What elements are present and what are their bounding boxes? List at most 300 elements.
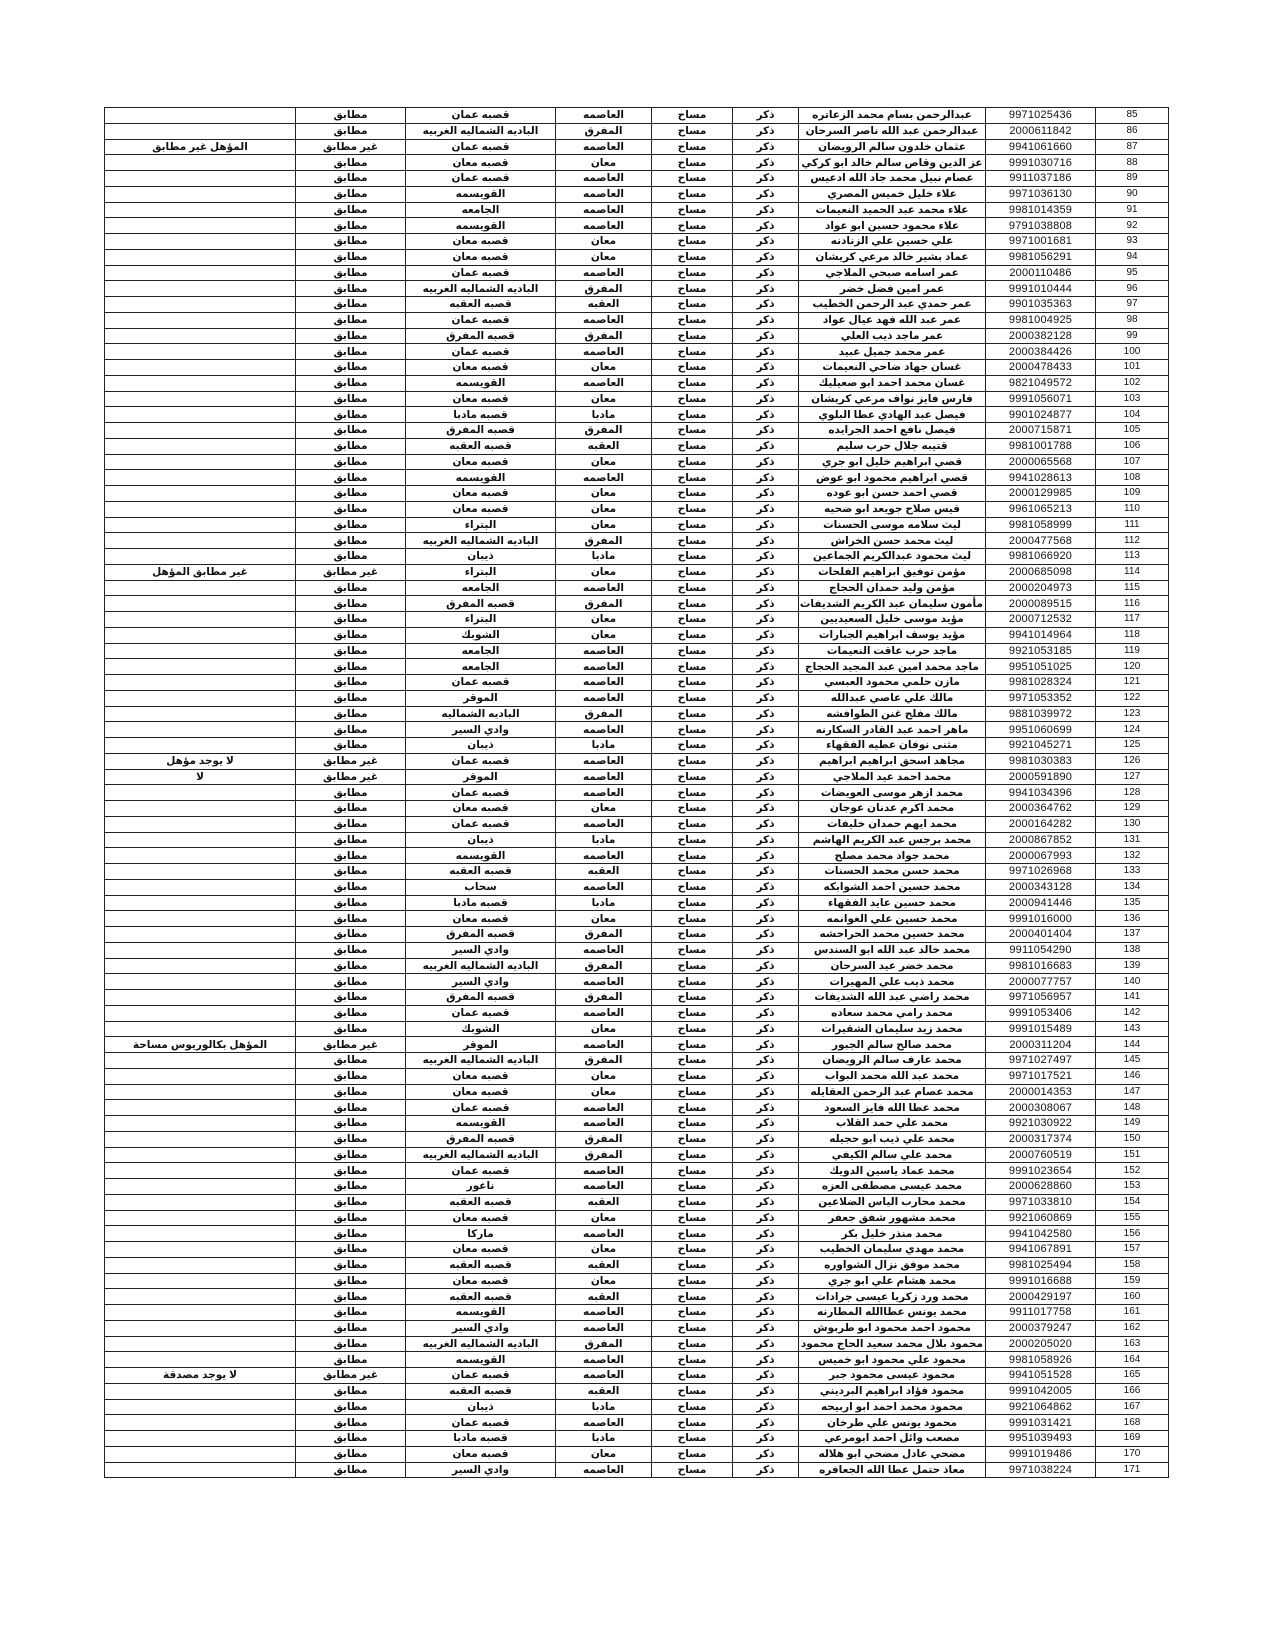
job-title-cell: مساح <box>652 1305 733 1321</box>
gender-cell: ذكر <box>733 706 799 722</box>
governorate-cell: العقبه <box>556 1257 652 1273</box>
match-status-cell: مطابق <box>296 785 406 801</box>
national-id-cell: 2000628860 <box>986 1179 1096 1195</box>
table-row <box>105 202 1169 218</box>
name-cell: محمود علي محمود ابو خميس <box>799 1352 986 1368</box>
gender-cell: ذكر <box>733 864 799 880</box>
job-title-cell: مساح <box>652 879 733 895</box>
match-status-cell: مطابق <box>296 218 406 234</box>
governorate-cell: العاصمه <box>556 1320 652 1336</box>
name-cell: مالك علي عاصي عبدالله <box>799 690 986 706</box>
job-title-cell: مساح <box>652 769 733 785</box>
governorate-cell: المفرق <box>556 1147 652 1163</box>
gender-cell: ذكر <box>733 832 799 848</box>
governorate-cell: المفرق <box>556 123 652 139</box>
sequence-number-cell: 171 <box>1096 1462 1169 1478</box>
match-status-cell: مطابق <box>296 1336 406 1352</box>
name-cell: محمد ذيب علي المهيرات <box>799 974 986 990</box>
table-row <box>105 249 1169 265</box>
match-status-cell: مطابق <box>296 1273 406 1289</box>
name-cell: فيصل نافع احمد الجرايده <box>799 423 986 439</box>
table-row <box>105 1131 1169 1147</box>
sequence-number-cell: 169 <box>1096 1431 1169 1447</box>
gender-cell: ذكر <box>733 1005 799 1021</box>
match-status-cell: مطابق <box>296 123 406 139</box>
sequence-number-cell: 146 <box>1096 1068 1169 1084</box>
name-cell: مثنى نوفان عطيه الفقهاء <box>799 738 986 754</box>
name-cell: محمد رامي محمد سعاده <box>799 1005 986 1021</box>
table-row <box>105 1431 1169 1447</box>
governorate-cell: العقبه <box>556 1289 652 1305</box>
table-row <box>105 1210 1169 1226</box>
gender-cell: ذكر <box>733 1336 799 1352</box>
notes-cell <box>105 879 296 895</box>
gender-cell: ذكر <box>733 564 799 580</box>
notes-cell <box>105 1068 296 1084</box>
name-cell: محمد يونس عطاالله المطارنه <box>799 1305 986 1321</box>
governorate-cell: العاصمه <box>556 1116 652 1132</box>
match-status-cell: مطابق <box>296 1131 406 1147</box>
national-id-cell: 9991019486 <box>986 1446 1096 1462</box>
notes-cell <box>105 517 296 533</box>
match-status-cell: مطابق <box>296 659 406 675</box>
area-cell: وادي السير <box>406 942 556 958</box>
table-row <box>105 1084 1169 1100</box>
job-title-cell: مساح <box>652 517 733 533</box>
gender-cell: ذكر <box>733 1289 799 1305</box>
area-cell: الباديه الشماليه الغربيه <box>406 1053 556 1069</box>
sequence-number-cell: 148 <box>1096 1100 1169 1116</box>
gender-cell: ذكر <box>733 171 799 187</box>
gender-cell: ذكر <box>733 155 799 171</box>
area-cell: قصبه مادبا <box>406 407 556 423</box>
job-title-cell: مساح <box>652 832 733 848</box>
governorate-cell: العاصمه <box>556 1100 652 1116</box>
notes-cell <box>105 612 296 628</box>
area-cell: قصبه عمان <box>406 1368 556 1384</box>
area-cell: قصبه مادبا <box>406 1431 556 1447</box>
gender-cell: ذكر <box>733 1462 799 1478</box>
national-id-cell: 9941028613 <box>986 470 1096 486</box>
match-status-cell: مطابق <box>296 895 406 911</box>
area-cell: قصبه معان <box>406 1273 556 1289</box>
gender-cell: ذكر <box>733 1273 799 1289</box>
notes-cell <box>105 1446 296 1462</box>
match-status-cell: مطابق <box>296 1068 406 1084</box>
job-title-cell: مساح <box>652 1273 733 1289</box>
sequence-number-cell: 162 <box>1096 1320 1169 1336</box>
sequence-number-cell: 153 <box>1096 1179 1169 1195</box>
sequence-number-cell: 94 <box>1096 249 1169 265</box>
sequence-number-cell: 138 <box>1096 942 1169 958</box>
job-title-cell: مساح <box>652 360 733 376</box>
gender-cell: ذكر <box>733 407 799 423</box>
sequence-number-cell: 137 <box>1096 927 1169 943</box>
table-row <box>105 281 1169 297</box>
job-title-cell: مساح <box>652 675 733 691</box>
notes-cell: لا يوجد مصدقة <box>105 1368 296 1384</box>
governorate-cell: المفرق <box>556 533 652 549</box>
notes-cell <box>105 1257 296 1273</box>
job-title-cell: مساح <box>652 1446 733 1462</box>
area-cell: ذيبان <box>406 549 556 565</box>
name-cell: فارس فايز نواف مرعي كريشان <box>799 391 986 407</box>
sequence-number-cell: 99 <box>1096 328 1169 344</box>
national-id-cell: 9991010444 <box>986 281 1096 297</box>
sequence-number-cell: 122 <box>1096 690 1169 706</box>
match-status-cell: مطابق <box>296 517 406 533</box>
job-title-cell: مساح <box>652 942 733 958</box>
sequence-number-cell: 85 <box>1096 108 1169 124</box>
gender-cell: ذكر <box>733 958 799 974</box>
governorate-cell: العاصمه <box>556 1226 652 1242</box>
governorate-cell: العاصمه <box>556 974 652 990</box>
notes-cell <box>105 706 296 722</box>
national-id-cell: 9981016683 <box>986 958 1096 974</box>
national-id-cell: 9971038224 <box>986 1462 1096 1478</box>
name-cell: مازن حلمي محمود العبسي <box>799 675 986 691</box>
notes-cell <box>105 218 296 234</box>
table-row <box>105 1116 1169 1132</box>
table-row <box>105 533 1169 549</box>
national-id-cell: 9941067891 <box>986 1242 1096 1258</box>
table-row <box>105 1163 1169 1179</box>
sequence-number-cell: 110 <box>1096 501 1169 517</box>
table-row <box>105 1399 1169 1415</box>
notes-cell <box>105 1242 296 1258</box>
table-row <box>105 1147 1169 1163</box>
governorate-cell: المفرق <box>556 958 652 974</box>
notes-cell <box>105 549 296 565</box>
name-cell: ليث سلامه موسى الحسنات <box>799 517 986 533</box>
match-status-cell: مطابق <box>296 864 406 880</box>
gender-cell: ذكر <box>733 722 799 738</box>
gender-cell: ذكر <box>733 801 799 817</box>
gender-cell: ذكر <box>733 517 799 533</box>
name-cell: محمد صالح سالم الجبور <box>799 1037 986 1053</box>
notes-cell <box>105 407 296 423</box>
gender-cell: ذكر <box>733 1415 799 1431</box>
match-status-cell: مطابق <box>296 1163 406 1179</box>
match-status-cell: مطابق <box>296 1021 406 1037</box>
sequence-number-cell: 141 <box>1096 990 1169 1006</box>
national-id-cell: 9901035363 <box>986 297 1096 313</box>
national-id-cell: 9961065213 <box>986 501 1096 517</box>
gender-cell: ذكر <box>733 990 799 1006</box>
national-id-cell: 2000867852 <box>986 832 1096 848</box>
name-cell: عمر ماجد ذيب العلي <box>799 328 986 344</box>
national-id-cell: 2000478433 <box>986 360 1096 376</box>
area-cell: قصبه معان <box>406 1068 556 1084</box>
job-title-cell: مساح <box>652 801 733 817</box>
area-cell: القويسمه <box>406 375 556 391</box>
name-cell: فيصل عبد الهادي عطا البلوي <box>799 407 986 423</box>
national-id-cell: 9941042580 <box>986 1226 1096 1242</box>
gender-cell: ذكر <box>733 533 799 549</box>
national-id-cell: 9941034396 <box>986 785 1096 801</box>
notes-cell: لا يوجد مؤهل <box>105 753 296 769</box>
job-title-cell: مساح <box>652 895 733 911</box>
table-row <box>105 612 1169 628</box>
governorate-cell: العاصمه <box>556 785 652 801</box>
sequence-number-cell: 131 <box>1096 832 1169 848</box>
job-title-cell: مساح <box>652 1037 733 1053</box>
sequence-number-cell: 168 <box>1096 1415 1169 1431</box>
national-id-cell: 9991015489 <box>986 1021 1096 1037</box>
job-title-cell: مساح <box>652 738 733 754</box>
name-cell: محمود فؤاد ابراهيم البرديني <box>799 1383 986 1399</box>
area-cell: الشوبك <box>406 1021 556 1037</box>
table-row <box>105 879 1169 895</box>
gender-cell: ذكر <box>733 281 799 297</box>
governorate-cell: معان <box>556 1210 652 1226</box>
notes-cell <box>105 1116 296 1132</box>
job-title-cell: مساح <box>652 643 733 659</box>
table-row <box>105 1368 1169 1384</box>
job-title-cell: مساح <box>652 454 733 470</box>
match-status-cell: مطابق <box>296 801 406 817</box>
table-row <box>105 942 1169 958</box>
match-status-cell: مطابق <box>296 186 406 202</box>
notes-cell <box>105 911 296 927</box>
job-title-cell: مساح <box>652 848 733 864</box>
notes-cell <box>105 297 296 313</box>
governorate-cell: معان <box>556 612 652 628</box>
table-row <box>105 1320 1169 1336</box>
gender-cell: ذكر <box>733 391 799 407</box>
name-cell: عمر امين فضل خضر <box>799 281 986 297</box>
name-cell: قتيبه جلال حرب سليم <box>799 438 986 454</box>
match-status-cell: مطابق <box>296 549 406 565</box>
match-status-cell: مطابق <box>296 627 406 643</box>
name-cell: محمد حسين احمد الشوابكه <box>799 879 986 895</box>
table-row <box>105 1462 1169 1478</box>
name-cell: محمد عيسى مصطفى العزه <box>799 1179 986 1195</box>
gender-cell: ذكر <box>733 202 799 218</box>
job-title-cell: مساح <box>652 785 733 801</box>
table-row <box>105 171 1169 187</box>
job-title-cell: مساح <box>652 501 733 517</box>
name-cell: عبدالرحمن عبد الله ناصر السرحان <box>799 123 986 139</box>
national-id-cell: 9991031421 <box>986 1415 1096 1431</box>
notes-cell <box>105 816 296 832</box>
name-cell: محمد حسن محمد الحسنات <box>799 864 986 880</box>
national-id-cell: 9951051025 <box>986 659 1096 675</box>
job-title-cell: مساح <box>652 234 733 250</box>
name-cell: قصي ابراهيم خليل ابو جري <box>799 454 986 470</box>
gender-cell: ذكر <box>733 769 799 785</box>
governorate-cell: معان <box>556 517 652 533</box>
job-title-cell: مساح <box>652 927 733 943</box>
notes-cell <box>105 738 296 754</box>
match-status-cell: مطابق <box>296 360 406 376</box>
notes-cell <box>105 454 296 470</box>
area-cell: البتراء <box>406 612 556 628</box>
governorate-cell: مادبا <box>556 1399 652 1415</box>
national-id-cell: 2000760519 <box>986 1147 1096 1163</box>
gender-cell: ذكر <box>733 690 799 706</box>
table-row <box>105 423 1169 439</box>
area-cell: قصبه عمان <box>406 1415 556 1431</box>
notes-cell <box>105 1163 296 1179</box>
area-cell: قصبه عمان <box>406 1005 556 1021</box>
area-cell: قصبه عمان <box>406 675 556 691</box>
notes-cell <box>105 864 296 880</box>
governorate-cell: العقبه <box>556 438 652 454</box>
name-cell: معاذ حتمل عطا الله الجعافره <box>799 1462 986 1478</box>
match-status-cell: مطابق <box>296 990 406 1006</box>
match-status-cell: مطابق <box>296 171 406 187</box>
notes-cell <box>105 470 296 486</box>
area-cell: قصبه معان <box>406 249 556 265</box>
area-cell: قصبه معان <box>406 1084 556 1100</box>
national-id-cell: 2000089515 <box>986 596 1096 612</box>
area-cell: القويسمه <box>406 186 556 202</box>
sequence-number-cell: 103 <box>1096 391 1169 407</box>
table-row <box>105 690 1169 706</box>
national-id-cell: 9921053185 <box>986 643 1096 659</box>
job-title-cell: مساح <box>652 753 733 769</box>
area-cell: القويسمه <box>406 470 556 486</box>
governorate-cell: العاصمه <box>556 108 652 124</box>
governorate-cell: العاصمه <box>556 186 652 202</box>
notes-cell <box>105 171 296 187</box>
gender-cell: ذكر <box>733 942 799 958</box>
governorate-cell: معان <box>556 1021 652 1037</box>
match-status-cell: مطابق <box>296 265 406 281</box>
area-cell: قصبه العقبه <box>406 1194 556 1210</box>
national-id-cell: 2000364762 <box>986 801 1096 817</box>
sequence-number-cell: 163 <box>1096 1336 1169 1352</box>
area-cell: قصبه عمان <box>406 1163 556 1179</box>
national-id-cell: 2000110486 <box>986 265 1096 281</box>
gender-cell: ذكر <box>733 879 799 895</box>
match-status-cell: غير مطابق <box>296 753 406 769</box>
job-title-cell: مساح <box>652 470 733 486</box>
match-status-cell: مطابق <box>296 1226 406 1242</box>
governorate-cell: العقبه <box>556 297 652 313</box>
governorate-cell: المفرق <box>556 596 652 612</box>
name-cell: عبدالرحمن بسام محمد الزعاتره <box>799 108 986 124</box>
name-cell: مؤمن وليد حمدان الحجاج <box>799 580 986 596</box>
gender-cell: ذكر <box>733 1131 799 1147</box>
notes-cell <box>105 1005 296 1021</box>
governorate-cell: العاصمه <box>556 942 652 958</box>
match-status-cell: مطابق <box>296 1116 406 1132</box>
table-row <box>105 1242 1169 1258</box>
table-row <box>105 1289 1169 1305</box>
national-id-cell: 9971053352 <box>986 690 1096 706</box>
gender-cell: ذكر <box>733 1368 799 1384</box>
governorate-cell: العاصمه <box>556 202 652 218</box>
area-cell: قصبه العقبه <box>406 864 556 880</box>
area-cell: قصبه معان <box>406 234 556 250</box>
name-cell: محمود محمد احمد ابو اربيحه <box>799 1399 986 1415</box>
name-cell: مأمون سليمان عبد الكريم الشديفات <box>799 596 986 612</box>
sequence-number-cell: 125 <box>1096 738 1169 754</box>
notes-cell <box>105 486 296 502</box>
sequence-number-cell: 102 <box>1096 375 1169 391</box>
notes-cell <box>105 1226 296 1242</box>
match-status-cell: مطابق <box>296 470 406 486</box>
match-status-cell: مطابق <box>296 974 406 990</box>
notes-cell <box>105 832 296 848</box>
gender-cell: ذكر <box>733 234 799 250</box>
match-status-cell: مطابق <box>296 1352 406 1368</box>
sequence-number-cell: 132 <box>1096 848 1169 864</box>
sequence-number-cell: 155 <box>1096 1210 1169 1226</box>
name-cell: محمد مشهور شفق جعفر <box>799 1210 986 1226</box>
sequence-number-cell: 91 <box>1096 202 1169 218</box>
sequence-number-cell: 93 <box>1096 234 1169 250</box>
governorate-cell: العاصمه <box>556 1368 652 1384</box>
gender-cell: ذكر <box>733 627 799 643</box>
table-row <box>105 596 1169 612</box>
job-title-cell: مساح <box>652 1116 733 1132</box>
table-row <box>105 438 1169 454</box>
table-row <box>105 627 1169 643</box>
job-title-cell: مساح <box>652 297 733 313</box>
area-cell: قصبه معان <box>406 360 556 376</box>
notes-cell <box>105 344 296 360</box>
area-cell: الموقر <box>406 690 556 706</box>
name-cell: عثمان خلدون سالم الرويضان <box>799 139 986 155</box>
applicants-table <box>104 107 1169 1478</box>
area-cell: الباديه الشماليه الغربيه <box>406 1147 556 1163</box>
sequence-number-cell: 152 <box>1096 1163 1169 1179</box>
table-row <box>105 186 1169 202</box>
governorate-cell: معان <box>556 564 652 580</box>
notes-cell <box>105 974 296 990</box>
table-row <box>105 801 1169 817</box>
notes-cell <box>105 155 296 171</box>
match-status-cell: مطابق <box>296 454 406 470</box>
job-title-cell: مساح <box>652 1131 733 1147</box>
match-status-cell: مطابق <box>296 596 406 612</box>
notes-cell <box>105 438 296 454</box>
name-cell: عصام نبيل محمد جاد الله ادعيس <box>799 171 986 187</box>
match-status-cell: مطابق <box>296 675 406 691</box>
name-cell: محمد ايهم حمدان خليفات <box>799 816 986 832</box>
national-id-cell: 2000311204 <box>986 1037 1096 1053</box>
name-cell: ماهر احمد عبد القادر السكارنه <box>799 722 986 738</box>
gender-cell: ذكر <box>733 486 799 502</box>
gender-cell: ذكر <box>733 753 799 769</box>
sequence-number-cell: 165 <box>1096 1368 1169 1384</box>
notes-cell <box>105 1352 296 1368</box>
national-id-cell: 2000379247 <box>986 1320 1096 1336</box>
area-cell: الجامعه <box>406 202 556 218</box>
job-title-cell: مساح <box>652 911 733 927</box>
governorate-cell: معان <box>556 454 652 470</box>
governorate-cell: معان <box>556 501 652 517</box>
name-cell: علاء خليل خميس المصري <box>799 186 986 202</box>
governorate-cell: معان <box>556 486 652 502</box>
job-title-cell: مساح <box>652 312 733 328</box>
job-title-cell: مساح <box>652 1194 733 1210</box>
sequence-number-cell: 128 <box>1096 785 1169 801</box>
name-cell: محمود يونس علي طرخان <box>799 1415 986 1431</box>
name-cell: قيس صلاح جويعد ابو ضحيه <box>799 501 986 517</box>
table-row <box>105 753 1169 769</box>
notes-cell <box>105 580 296 596</box>
area-cell: قصبه معان <box>406 486 556 502</box>
job-title-cell: مساح <box>652 1352 733 1368</box>
governorate-cell: العاصمه <box>556 659 652 675</box>
area-cell: قصبه عمان <box>406 785 556 801</box>
governorate-cell: العاصمه <box>556 1037 652 1053</box>
national-id-cell: 9921030922 <box>986 1116 1096 1132</box>
